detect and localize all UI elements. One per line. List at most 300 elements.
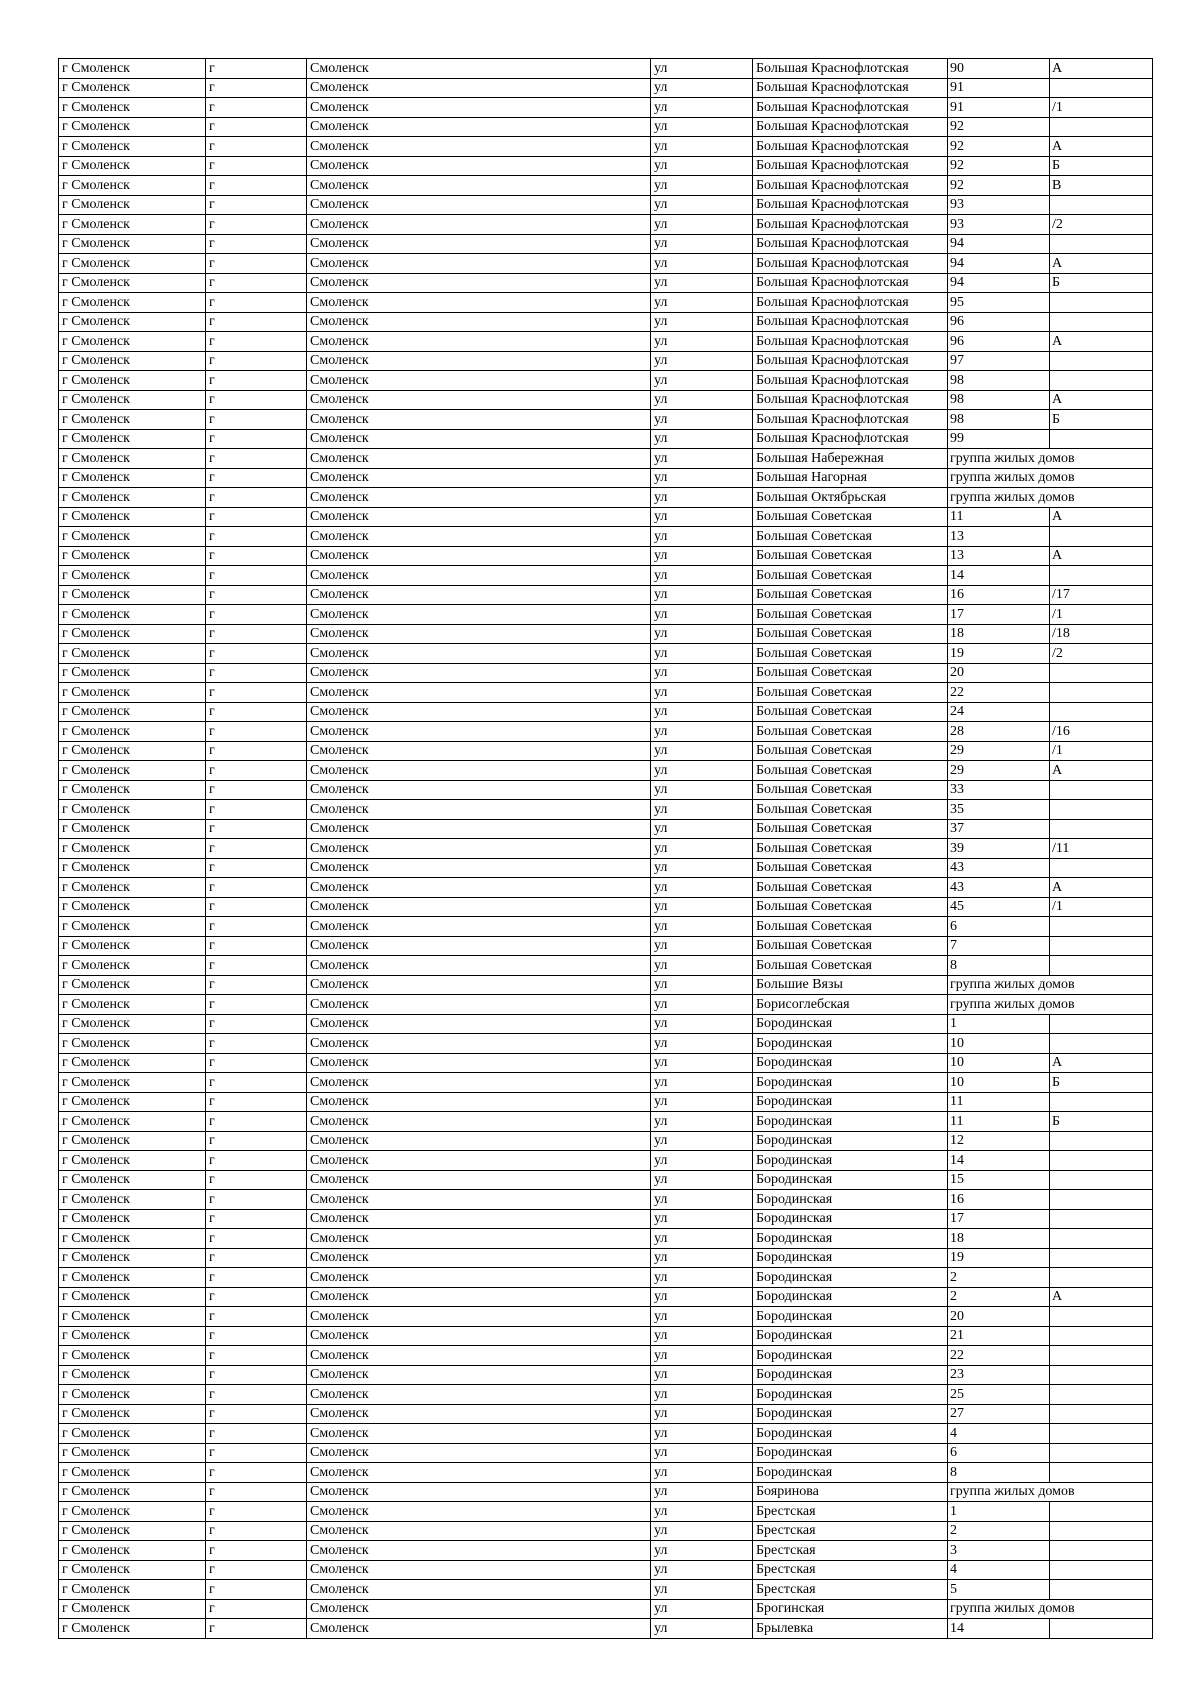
- street-name-cell: Большая Краснофлотская: [753, 176, 948, 196]
- table-row: [59, 254, 1153, 274]
- city-cell: Смоленск: [307, 1463, 651, 1483]
- region-cell: г Смоленск: [59, 156, 206, 176]
- street-name-cell: Бородинская: [753, 1131, 948, 1151]
- table-row: [59, 1385, 1153, 1405]
- street-type-cell: ул: [651, 683, 753, 703]
- table-row: [59, 741, 1153, 761]
- address-table: [58, 58, 1153, 1639]
- settlement-type-cell: г: [206, 1619, 307, 1639]
- settlement-type-cell: г: [206, 156, 307, 176]
- region-cell: г Смоленск: [59, 1424, 206, 1444]
- house-suffix-cell: [1050, 195, 1153, 215]
- region-cell: г Смоленск: [59, 644, 206, 664]
- region-cell: г Смоленск: [59, 761, 206, 781]
- settlement-type-cell: г: [206, 780, 307, 800]
- house-number-cell: 13: [948, 527, 1050, 547]
- table-row: [59, 858, 1153, 878]
- house-number-cell: 98: [948, 371, 1050, 391]
- table-row: [59, 507, 1153, 527]
- street-type-cell: ул: [651, 819, 753, 839]
- city-cell: Смоленск: [307, 995, 651, 1015]
- city-cell: Смоленск: [307, 1307, 651, 1327]
- table-row: [59, 1073, 1153, 1093]
- street-type-cell: ул: [651, 800, 753, 820]
- table-row: [59, 1170, 1153, 1190]
- house-number-cell: 22: [948, 1346, 1050, 1366]
- street-type-cell: ул: [651, 1502, 753, 1522]
- house-number-cell: 91: [948, 78, 1050, 98]
- region-cell: г Смоленск: [59, 1443, 206, 1463]
- city-cell: Смоленск: [307, 1073, 651, 1093]
- street-name-cell: Большая Советская: [753, 878, 948, 898]
- street-name-cell: Бородинская: [753, 1326, 948, 1346]
- settlement-type-cell: г: [206, 1404, 307, 1424]
- settlement-type-cell: г: [206, 351, 307, 371]
- house-suffix-cell: [1050, 1014, 1153, 1034]
- street-type-cell: ул: [651, 1131, 753, 1151]
- city-cell: Смоленск: [307, 527, 651, 547]
- house-number-cell: 4: [948, 1424, 1050, 1444]
- street-type-cell: ул: [651, 1229, 753, 1249]
- settlement-type-cell: г: [206, 59, 307, 79]
- region-cell: г Смоленск: [59, 527, 206, 547]
- house-suffix-cell: А: [1050, 390, 1153, 410]
- table-row: [59, 1229, 1153, 1249]
- city-cell: Смоленск: [307, 761, 651, 781]
- street-name-cell: Большая Краснофлотская: [753, 332, 948, 352]
- region-cell: г Смоленск: [59, 293, 206, 313]
- street-type-cell: ул: [651, 371, 753, 391]
- region-cell: г Смоленск: [59, 215, 206, 235]
- house-number-cell: группа жилых домов: [948, 995, 1050, 1015]
- settlement-type-cell: г: [206, 1112, 307, 1132]
- house-number-cell: 91: [948, 98, 1050, 118]
- street-type-cell: ул: [651, 273, 753, 293]
- settlement-type-cell: г: [206, 468, 307, 488]
- house-number-cell: 29: [948, 761, 1050, 781]
- street-type-cell: ул: [651, 1580, 753, 1600]
- city-cell: Смоленск: [307, 1092, 651, 1112]
- house-number-cell: 93: [948, 215, 1050, 235]
- table-row: [59, 1346, 1153, 1366]
- street-type-cell: ул: [651, 1034, 753, 1054]
- street-name-cell: Большая Набережная: [753, 449, 948, 469]
- table-row: [59, 644, 1153, 664]
- region-cell: г Смоленск: [59, 1502, 206, 1522]
- house-number-cell: 99: [948, 429, 1050, 449]
- city-cell: Смоленск: [307, 1580, 651, 1600]
- house-suffix-cell: /1: [1050, 605, 1153, 625]
- street-name-cell: Большие Вязы: [753, 975, 948, 995]
- region-cell: г Смоленск: [59, 468, 206, 488]
- house-suffix-cell: [1050, 683, 1153, 703]
- table-row: [59, 897, 1153, 917]
- settlement-type-cell: г: [206, 741, 307, 761]
- city-cell: Смоленск: [307, 98, 651, 118]
- street-name-cell: Большая Советская: [753, 722, 948, 742]
- city-cell: Смоленск: [307, 1482, 651, 1502]
- settlement-type-cell: г: [206, 1580, 307, 1600]
- house-suffix-cell: [1050, 351, 1153, 371]
- street-type-cell: ул: [651, 156, 753, 176]
- region-cell: г Смоленск: [59, 956, 206, 976]
- city-cell: Смоленск: [307, 1599, 651, 1619]
- house-number-cell: 19: [948, 1248, 1050, 1268]
- table-row: [59, 156, 1153, 176]
- street-type-cell: ул: [651, 917, 753, 937]
- table-row: [59, 1404, 1153, 1424]
- settlement-type-cell: г: [206, 683, 307, 703]
- settlement-type-cell: г: [206, 488, 307, 508]
- city-cell: Смоленск: [307, 1151, 651, 1171]
- street-type-cell: ул: [651, 1248, 753, 1268]
- street-type-cell: ул: [651, 1560, 753, 1580]
- house-suffix-cell: [1050, 293, 1153, 313]
- region-cell: г Смоленск: [59, 722, 206, 742]
- street-type-cell: ул: [651, 1326, 753, 1346]
- street-type-cell: ул: [651, 975, 753, 995]
- house-suffix-cell: [1050, 1521, 1153, 1541]
- street-name-cell: Большая Советская: [753, 507, 948, 527]
- region-cell: г Смоленск: [59, 1053, 206, 1073]
- house-suffix-cell: [1050, 702, 1153, 722]
- street-type-cell: ул: [651, 605, 753, 625]
- street-name-cell: Большая Советская: [753, 917, 948, 937]
- house-number-cell: 10: [948, 1034, 1050, 1054]
- table-row: [59, 1541, 1153, 1561]
- street-type-cell: ул: [651, 839, 753, 859]
- street-name-cell: Большая Советская: [753, 936, 948, 956]
- city-cell: Смоленск: [307, 858, 651, 878]
- street-name-cell: Бородинская: [753, 1190, 948, 1210]
- settlement-type-cell: г: [206, 234, 307, 254]
- house-suffix-cell: [1050, 566, 1153, 586]
- house-number-cell: 6: [948, 1443, 1050, 1463]
- city-cell: Смоленск: [307, 273, 651, 293]
- table-row: [59, 1209, 1153, 1229]
- house-suffix-cell: [1050, 1034, 1153, 1054]
- street-name-cell: Большая Советская: [753, 566, 948, 586]
- street-name-cell: Большая Советская: [753, 702, 948, 722]
- house-number-cell: 13: [948, 546, 1050, 566]
- city-cell: Смоленск: [307, 1112, 651, 1132]
- house-number-cell: 14: [948, 566, 1050, 586]
- table-row: [59, 429, 1153, 449]
- city-cell: Смоленск: [307, 683, 651, 703]
- settlement-type-cell: г: [206, 975, 307, 995]
- settlement-type-cell: г: [206, 1131, 307, 1151]
- table-row: [59, 293, 1153, 313]
- region-cell: г Смоленск: [59, 488, 206, 508]
- settlement-type-cell: г: [206, 1053, 307, 1073]
- settlement-type-cell: г: [206, 254, 307, 274]
- city-cell: Смоленск: [307, 332, 651, 352]
- region-cell: г Смоленск: [59, 312, 206, 332]
- settlement-type-cell: г: [206, 371, 307, 391]
- city-cell: Смоленск: [307, 1034, 651, 1054]
- house-number-cell: 39: [948, 839, 1050, 859]
- city-cell: Смоленск: [307, 254, 651, 274]
- house-suffix-cell: [1050, 1268, 1153, 1288]
- house-number-cell: 7: [948, 936, 1050, 956]
- city-cell: Смоленск: [307, 1014, 651, 1034]
- city-cell: Смоленск: [307, 1326, 651, 1346]
- house-suffix-cell: [1050, 1580, 1153, 1600]
- street-type-cell: ул: [651, 1463, 753, 1483]
- region-cell: г Смоленск: [59, 1248, 206, 1268]
- house-number-cell: 15: [948, 1170, 1050, 1190]
- street-name-cell: Большая Краснофлотская: [753, 254, 948, 274]
- table-row: [59, 351, 1153, 371]
- region-cell: г Смоленск: [59, 1521, 206, 1541]
- city-cell: Смоленск: [307, 566, 651, 586]
- street-type-cell: ул: [651, 858, 753, 878]
- city-cell: Смоленск: [307, 1268, 651, 1288]
- table-row: [59, 488, 1153, 508]
- settlement-type-cell: г: [206, 585, 307, 605]
- street-type-cell: ул: [651, 468, 753, 488]
- table-row: [59, 1580, 1153, 1600]
- city-cell: Смоленск: [307, 780, 651, 800]
- street-type-cell: ул: [651, 137, 753, 157]
- settlement-type-cell: г: [206, 858, 307, 878]
- house-number-cell: 19: [948, 644, 1050, 664]
- street-type-cell: ул: [651, 527, 753, 547]
- house-number-cell: 14: [948, 1619, 1050, 1639]
- house-number-cell: 2: [948, 1268, 1050, 1288]
- house-number-cell: 10: [948, 1053, 1050, 1073]
- table-row: [59, 137, 1153, 157]
- house-number-cell: 2: [948, 1287, 1050, 1307]
- settlement-type-cell: г: [206, 1307, 307, 1327]
- city-cell: Смоленск: [307, 1541, 651, 1561]
- settlement-type-cell: г: [206, 1073, 307, 1093]
- table-row: [59, 332, 1153, 352]
- table-row: [59, 195, 1153, 215]
- house-number-cell: 94: [948, 234, 1050, 254]
- street-name-cell: Большая Краснофлотская: [753, 156, 948, 176]
- house-suffix-cell: [1050, 1463, 1153, 1483]
- region-cell: г Смоленск: [59, 1073, 206, 1093]
- street-type-cell: ул: [651, 176, 753, 196]
- table-row: [59, 215, 1153, 235]
- street-name-cell: Большая Советская: [753, 527, 948, 547]
- region-cell: г Смоленск: [59, 1326, 206, 1346]
- street-name-cell: Бородинская: [753, 1443, 948, 1463]
- region-cell: г Смоленск: [59, 897, 206, 917]
- region-cell: г Смоленск: [59, 507, 206, 527]
- settlement-type-cell: г: [206, 917, 307, 937]
- table-row: [59, 975, 1153, 995]
- region-cell: г Смоленск: [59, 546, 206, 566]
- region-cell: г Смоленск: [59, 995, 206, 1015]
- street-name-cell: Брестская: [753, 1502, 948, 1522]
- house-number-cell: 28: [948, 722, 1050, 742]
- street-type-cell: ул: [651, 1190, 753, 1210]
- house-number-cell: 11: [948, 507, 1050, 527]
- street-type-cell: ул: [651, 644, 753, 664]
- settlement-type-cell: г: [206, 390, 307, 410]
- city-cell: Смоленск: [307, 722, 651, 742]
- house-number-cell: 33: [948, 780, 1050, 800]
- settlement-type-cell: г: [206, 332, 307, 352]
- table-row: [59, 995, 1153, 1015]
- settlement-type-cell: г: [206, 1326, 307, 1346]
- house-suffix-cell: [1050, 1092, 1153, 1112]
- street-name-cell: Бородинская: [753, 1112, 948, 1132]
- street-type-cell: ул: [651, 702, 753, 722]
- city-cell: Смоленск: [307, 429, 651, 449]
- table-row: [59, 1287, 1153, 1307]
- house-suffix-cell: А: [1050, 1287, 1153, 1307]
- house-number-cell: 90: [948, 59, 1050, 79]
- house-number-cell: 95: [948, 293, 1050, 313]
- region-cell: г Смоленск: [59, 624, 206, 644]
- table-row: [59, 585, 1153, 605]
- house-number-cell: 27: [948, 1404, 1050, 1424]
- table-row: [59, 1599, 1153, 1619]
- house-number-cell: 92: [948, 176, 1050, 196]
- table-row: [59, 722, 1153, 742]
- table-row: [59, 1365, 1153, 1385]
- house-suffix-cell: /18: [1050, 624, 1153, 644]
- house-number-cell: 35: [948, 800, 1050, 820]
- street-name-cell: Большая Краснофлотская: [753, 59, 948, 79]
- house-suffix-cell: [1050, 956, 1153, 976]
- street-name-cell: Большая Краснофлотская: [753, 273, 948, 293]
- table-row: [59, 1190, 1153, 1210]
- house-suffix-cell: А: [1050, 59, 1153, 79]
- table-row: [59, 1268, 1153, 1288]
- house-number-cell: 21: [948, 1326, 1050, 1346]
- settlement-type-cell: г: [206, 702, 307, 722]
- house-number-cell: группа жилых домов: [948, 468, 1050, 488]
- street-name-cell: Бояринова: [753, 1482, 948, 1502]
- table-row: [59, 936, 1153, 956]
- settlement-type-cell: г: [206, 410, 307, 430]
- house-suffix-cell: /2: [1050, 644, 1153, 664]
- region-cell: г Смоленск: [59, 429, 206, 449]
- street-type-cell: ул: [651, 1619, 753, 1639]
- house-suffix-cell: /11: [1050, 839, 1153, 859]
- settlement-type-cell: г: [206, 1599, 307, 1619]
- city-cell: Смоленск: [307, 1209, 651, 1229]
- street-type-cell: ул: [651, 1307, 753, 1327]
- settlement-type-cell: г: [206, 293, 307, 313]
- street-type-cell: ул: [651, 390, 753, 410]
- settlement-type-cell: г: [206, 1092, 307, 1112]
- region-cell: г Смоленск: [59, 1112, 206, 1132]
- settlement-type-cell: г: [206, 1170, 307, 1190]
- table-row: [59, 1424, 1153, 1444]
- region-cell: г Смоленск: [59, 1287, 206, 1307]
- street-type-cell: ул: [651, 59, 753, 79]
- house-suffix-cell: [1050, 1326, 1153, 1346]
- house-number-cell: 22: [948, 683, 1050, 703]
- city-cell: Смоленск: [307, 488, 651, 508]
- house-suffix-cell: /17: [1050, 585, 1153, 605]
- house-number-cell: 20: [948, 663, 1050, 683]
- city-cell: Смоленск: [307, 1248, 651, 1268]
- table-row: [59, 800, 1153, 820]
- settlement-type-cell: г: [206, 176, 307, 196]
- region-cell: г Смоленск: [59, 858, 206, 878]
- street-name-cell: Большая Советская: [753, 858, 948, 878]
- region-cell: г Смоленск: [59, 1385, 206, 1405]
- street-name-cell: Большая Советская: [753, 605, 948, 625]
- table-row: [59, 1521, 1153, 1541]
- region-cell: г Смоленск: [59, 1619, 206, 1639]
- region-cell: г Смоленск: [59, 390, 206, 410]
- city-cell: Смоленск: [307, 702, 651, 722]
- table-row: [59, 1443, 1153, 1463]
- house-number-cell: 8: [948, 956, 1050, 976]
- street-name-cell: Бородинская: [753, 1307, 948, 1327]
- city-cell: Смоленск: [307, 1521, 651, 1541]
- city-cell: Смоленск: [307, 1385, 651, 1405]
- house-suffix-cell: [1050, 117, 1153, 137]
- settlement-type-cell: г: [206, 936, 307, 956]
- house-number-cell: 94: [948, 273, 1050, 293]
- house-suffix-cell: [1050, 1209, 1153, 1229]
- house-suffix-cell: /1: [1050, 98, 1153, 118]
- street-type-cell: ул: [651, 1424, 753, 1444]
- settlement-type-cell: г: [206, 117, 307, 137]
- house-suffix-cell: [1050, 819, 1153, 839]
- street-type-cell: ул: [651, 1151, 753, 1171]
- settlement-type-cell: г: [206, 1541, 307, 1561]
- region-cell: г Смоленск: [59, 1034, 206, 1054]
- street-name-cell: Большая Краснофлотская: [753, 312, 948, 332]
- street-type-cell: ул: [651, 1092, 753, 1112]
- street-type-cell: ул: [651, 1385, 753, 1405]
- house-suffix-cell: [1050, 1385, 1153, 1405]
- house-number-cell: 5: [948, 1580, 1050, 1600]
- street-name-cell: Большая Нагорная: [753, 468, 948, 488]
- table-row: [59, 468, 1153, 488]
- street-name-cell: Большая Краснофлотская: [753, 410, 948, 430]
- house-number-cell: 25: [948, 1385, 1050, 1405]
- region-cell: г Смоленск: [59, 98, 206, 118]
- house-number-cell: 24: [948, 702, 1050, 722]
- house-number-cell: 1: [948, 1502, 1050, 1522]
- house-number-cell: 14: [948, 1151, 1050, 1171]
- region-cell: г Смоленск: [59, 1014, 206, 1034]
- table-row: [59, 234, 1153, 254]
- settlement-type-cell: г: [206, 1268, 307, 1288]
- house-number-cell: 23: [948, 1365, 1050, 1385]
- street-type-cell: ул: [651, 1443, 753, 1463]
- settlement-type-cell: г: [206, 273, 307, 293]
- city-cell: Смоленск: [307, 234, 651, 254]
- settlement-type-cell: г: [206, 1209, 307, 1229]
- house-number-cell: 98: [948, 390, 1050, 410]
- street-name-cell: Бородинская: [753, 1034, 948, 1054]
- house-suffix-cell: /1: [1050, 741, 1153, 761]
- table-row: [59, 780, 1153, 800]
- region-cell: г Смоленск: [59, 1190, 206, 1210]
- street-type-cell: ул: [651, 1482, 753, 1502]
- city-cell: Смоленск: [307, 507, 651, 527]
- house-suffix-cell: [1050, 1307, 1153, 1327]
- city-cell: Смоленск: [307, 663, 651, 683]
- city-cell: Смоленск: [307, 137, 651, 157]
- house-suffix-cell: [1050, 800, 1153, 820]
- settlement-type-cell: г: [206, 1248, 307, 1268]
- street-name-cell: Борисоглебская: [753, 995, 948, 1015]
- house-number-cell: группа жилых домов: [948, 975, 1050, 995]
- street-name-cell: Бородинская: [753, 1073, 948, 1093]
